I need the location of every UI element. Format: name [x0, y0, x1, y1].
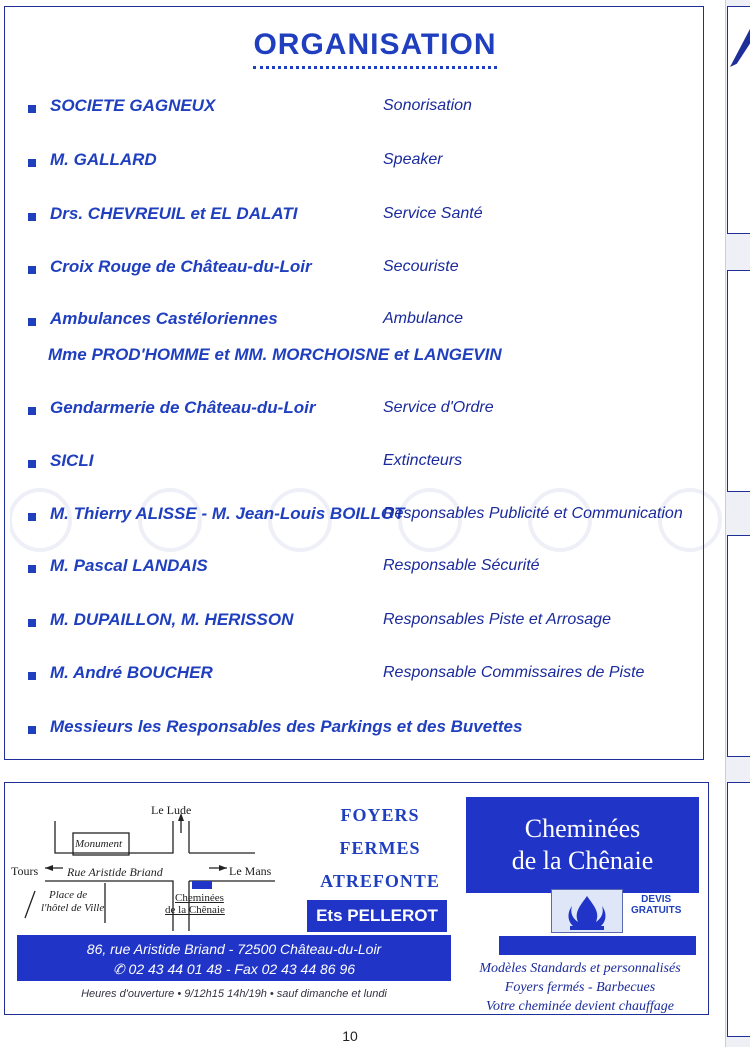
bullet-icon — [28, 726, 36, 734]
bullet-icon — [28, 159, 36, 167]
entry-name: M. GALLARD — [50, 150, 157, 169]
entry-role: Secouriste — [383, 258, 459, 275]
map-label-monument: Monument — [75, 838, 123, 850]
bullet-icon — [28, 619, 36, 627]
adjacent-page-box — [727, 535, 750, 757]
adjacent-page-box — [727, 270, 750, 492]
entry-name: M. Pascal LANDAIS — [50, 556, 208, 575]
opening-hours: Heures d'ouverture • 9/12h15 14h/19h • sauf dimanche et lundi — [81, 988, 387, 1000]
map-label-shop: Cheminées — [175, 892, 224, 904]
brand-stripe — [499, 936, 696, 955]
map-label-tours: Tours — [11, 864, 39, 878]
advertisement — [4, 782, 709, 1015]
flame-logo-icon — [551, 889, 623, 933]
list-item — [28, 451, 710, 477]
tagline-line: Modèles Standards et personnalisés — [479, 961, 681, 976]
bullet-icon — [28, 672, 36, 680]
list-item — [28, 504, 710, 530]
bullet-icon — [28, 213, 36, 221]
list-item — [28, 717, 710, 743]
entry-name: Gendarmerie de Château-du-Loir — [50, 398, 316, 417]
product-item: ATREFONTE — [320, 871, 440, 891]
page-number: 10 — [342, 1028, 358, 1044]
entry-role: Responsables Publicité et Communication — [383, 505, 683, 522]
list-item — [28, 309, 710, 335]
entry-name: M. Thierry ALISSE - M. Jean-Louis BOILLOT — [50, 504, 405, 523]
tagline-line: Votre cheminée devient chauffage — [485, 999, 674, 1014]
page-title: ORGANISATION — [0, 28, 750, 69]
map-label-le-mans: Le Mans — [229, 864, 272, 878]
brand-line: Cheminées — [524, 814, 641, 843]
list-item — [28, 257, 710, 283]
phone-text: ✆ 02 43 44 01 48 - Fax 02 43 44 86 96 — [112, 961, 356, 977]
company-name: Ets PELLEROT — [307, 900, 447, 932]
entry-role: Service d'Ordre — [383, 399, 494, 416]
list-item — [28, 150, 710, 176]
entry-name: Ambulances Castéloriennes — [50, 309, 278, 328]
map-label-le-lude: Le Lude — [151, 803, 192, 817]
list-item — [28, 96, 710, 122]
entry-name: Croix Rouge de Château-du-Loir — [50, 257, 312, 276]
watermark-faces — [10, 480, 730, 610]
entry-name: M. André BOUCHER — [50, 663, 213, 682]
adjacent-page-box — [727, 782, 750, 1037]
address-box — [17, 935, 451, 981]
map-label-place: l'hôtel de Ville — [41, 902, 105, 914]
list-item — [28, 398, 710, 424]
bullet-icon — [28, 460, 36, 468]
entry-role: Responsable Sécurité — [383, 557, 540, 574]
map-label-place: Place de — [49, 889, 88, 901]
product-item: FERMES — [339, 838, 421, 858]
list-item — [28, 663, 710, 689]
free-quote-badge: DEVIS GRATUITS — [631, 894, 682, 916]
address-text: 86, rue Aristide Briand - 72500 Château-du-Loir — [86, 941, 382, 957]
brand-box — [466, 797, 699, 893]
map-label-street: Rue Aristide Briand — [67, 865, 163, 879]
bullet-icon — [28, 266, 36, 274]
entry-name: Messieurs les Responsables des Parkings et des Buvettes — [50, 717, 523, 736]
list-item — [28, 556, 710, 582]
entry-name: Drs. CHEVREUIL et EL DALATI — [50, 204, 298, 223]
entry-role: Responsables Piste et Arrosage — [383, 611, 611, 628]
bullet-icon — [28, 565, 36, 573]
entry-name: SOCIETE GAGNEUX — [50, 96, 216, 115]
bullet-icon — [28, 513, 36, 521]
entry-name: SICLI — [50, 451, 94, 470]
bullet-icon — [28, 105, 36, 113]
entry-role: Speaker — [383, 151, 443, 168]
entry-role: Responsable Commissaires de Piste — [383, 664, 645, 681]
bullet-icon — [28, 318, 36, 326]
bullet-icon — [28, 407, 36, 415]
entry-role: Ambulance — [383, 310, 464, 327]
tagline — [454, 959, 706, 1016]
entry-role: Service Santé — [383, 205, 483, 222]
list-item — [28, 204, 710, 230]
product-list — [305, 799, 455, 898]
brand-line: de la Chênaie — [511, 846, 654, 875]
map-label-shop: de la Chênaie — [165, 904, 225, 916]
entry-role: Sonorisation — [383, 97, 472, 114]
entry-name: M. DUPAILLON, M. HERISSON — [50, 610, 294, 629]
ambulance-staff: Mme PROD'HOMME et MM. MORCHOISNE et LANGEVIN — [48, 345, 502, 364]
list-item — [28, 610, 710, 636]
tagline-line: Foyers fermés - Barbecues — [504, 980, 656, 995]
product-item: FOYERS — [340, 805, 420, 825]
entry-role: Extincteurs — [383, 452, 463, 469]
